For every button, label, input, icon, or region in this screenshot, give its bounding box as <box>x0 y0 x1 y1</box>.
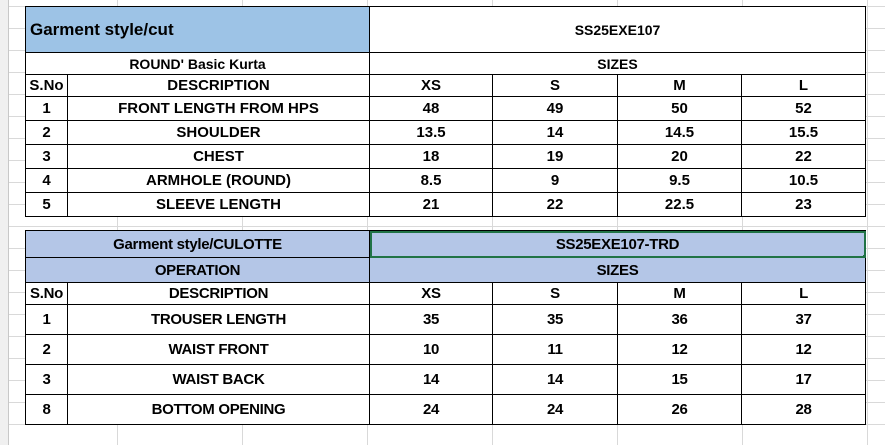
size-m-cell[interactable]: 22.5 <box>618 193 742 217</box>
serial-no-header[interactable]: S.No <box>26 283 68 305</box>
table-row <box>26 335 866 365</box>
serial-no-cell[interactable]: 4 <box>26 169 68 193</box>
size-l-cell[interactable]: 15.5 <box>742 121 866 145</box>
size-xs-cell[interactable]: 13.5 <box>370 121 493 145</box>
table-row <box>26 97 866 121</box>
size-l-cell[interactable]: 23 <box>742 193 866 217</box>
style-name[interactable]: ROUND' Basic Kurta <box>26 53 370 75</box>
size-s-cell[interactable]: 22 <box>493 193 618 217</box>
description-cell[interactable]: WAIST BACK <box>68 365 370 395</box>
sizes-label[interactable]: SIZES <box>370 53 866 75</box>
garment-style-label[interactable]: Garment style/CULOTTE <box>26 231 370 258</box>
description-cell[interactable]: SLEEVE LENGTH <box>68 193 370 217</box>
description-cell[interactable]: TROUSER LENGTH <box>68 305 370 335</box>
table-row <box>26 365 866 395</box>
column-header-row <box>26 283 866 305</box>
size-xs-cell[interactable]: 8.5 <box>370 169 493 193</box>
serial-no-cell[interactable]: 3 <box>26 365 68 395</box>
size-l-cell[interactable]: 10.5 <box>742 169 866 193</box>
size-s-cell[interactable]: 35 <box>493 305 618 335</box>
table-row <box>26 121 866 145</box>
table-row <box>26 193 866 217</box>
row-header-strip <box>0 0 9 445</box>
serial-no-cell[interactable]: 5 <box>26 193 68 217</box>
size-l-cell[interactable]: 52 <box>742 97 866 121</box>
size-l-cell[interactable]: 17 <box>742 365 866 395</box>
size-l-cell[interactable]: 28 <box>742 395 866 425</box>
size-s-cell[interactable]: 9 <box>493 169 618 193</box>
description-cell[interactable]: BOTTOM OPENING <box>68 395 370 425</box>
description-cell[interactable]: ARMHOLE (ROUND) <box>68 169 370 193</box>
size-xs-cell[interactable]: 21 <box>370 193 493 217</box>
description-cell[interactable]: WAIST FRONT <box>68 335 370 365</box>
size-xs-cell[interactable]: 14 <box>370 365 493 395</box>
size-m-cell[interactable]: 26 <box>618 395 742 425</box>
size-l-cell[interactable]: 37 <box>742 305 866 335</box>
serial-no-cell[interactable]: 8 <box>26 395 68 425</box>
serial-no-cell[interactable]: 1 <box>26 97 68 121</box>
style-code-selected-cell[interactable]: SS25EXE107-TRD <box>370 231 866 258</box>
serial-no-header[interactable]: S.No <box>26 75 68 97</box>
table-row <box>26 395 866 425</box>
size-xs-header[interactable]: XS <box>370 75 493 97</box>
description-cell[interactable]: FRONT LENGTH FROM HPS <box>68 97 370 121</box>
size-xs-cell[interactable]: 35 <box>370 305 493 335</box>
table-row <box>26 305 866 335</box>
size-xs-cell[interactable]: 48 <box>370 97 493 121</box>
serial-no-cell[interactable]: 1 <box>26 305 68 335</box>
kurta-size-table <box>25 6 866 217</box>
size-m-cell[interactable]: 12 <box>618 335 742 365</box>
description-cell[interactable]: SHOULDER <box>68 121 370 145</box>
serial-no-cell[interactable]: 3 <box>26 145 68 169</box>
size-m-cell[interactable]: 15 <box>618 365 742 395</box>
style-code[interactable]: SS25EXE107 <box>370 7 866 53</box>
size-l-cell[interactable]: 22 <box>742 145 866 169</box>
size-m-cell[interactable]: 20 <box>618 145 742 169</box>
size-m-cell[interactable]: 50 <box>618 97 742 121</box>
size-s-header[interactable]: S <box>493 75 618 97</box>
description-header[interactable]: DESCRIPTION <box>68 283 370 305</box>
operation-label[interactable]: OPERATION <box>26 258 370 283</box>
size-xs-cell[interactable]: 10 <box>370 335 493 365</box>
description-header[interactable]: DESCRIPTION <box>68 75 370 97</box>
culotte-size-table <box>25 230 866 425</box>
sizes-label[interactable]: SIZES <box>370 258 866 283</box>
size-m-header[interactable]: M <box>618 75 742 97</box>
size-m-cell[interactable]: 9.5 <box>618 169 742 193</box>
table-row <box>26 145 866 169</box>
size-s-header[interactable]: S <box>493 283 618 305</box>
spacer-row <box>25 216 865 230</box>
size-m-cell[interactable]: 36 <box>618 305 742 335</box>
size-l-header[interactable]: L <box>742 283 866 305</box>
size-s-cell[interactable]: 49 <box>493 97 618 121</box>
column-header-row <box>26 75 866 97</box>
size-m-header[interactable]: M <box>618 283 742 305</box>
size-xs-cell[interactable]: 18 <box>370 145 493 169</box>
size-l-cell[interactable]: 12 <box>742 335 866 365</box>
serial-no-cell[interactable]: 2 <box>26 121 68 145</box>
size-s-cell[interactable]: 14 <box>493 365 618 395</box>
size-m-cell[interactable]: 14.5 <box>618 121 742 145</box>
description-cell[interactable]: CHEST <box>68 145 370 169</box>
garment-style-label[interactable]: Garment style/cut <box>26 7 370 53</box>
size-xs-header[interactable]: XS <box>370 283 493 305</box>
size-l-header[interactable]: L <box>742 75 866 97</box>
size-s-cell[interactable]: 24 <box>493 395 618 425</box>
serial-no-cell[interactable]: 2 <box>26 335 68 365</box>
table-row <box>26 169 866 193</box>
size-s-cell[interactable]: 19 <box>493 145 618 169</box>
size-s-cell[interactable]: 14 <box>493 121 618 145</box>
size-xs-cell[interactable]: 24 <box>370 395 493 425</box>
size-s-cell[interactable]: 11 <box>493 335 618 365</box>
